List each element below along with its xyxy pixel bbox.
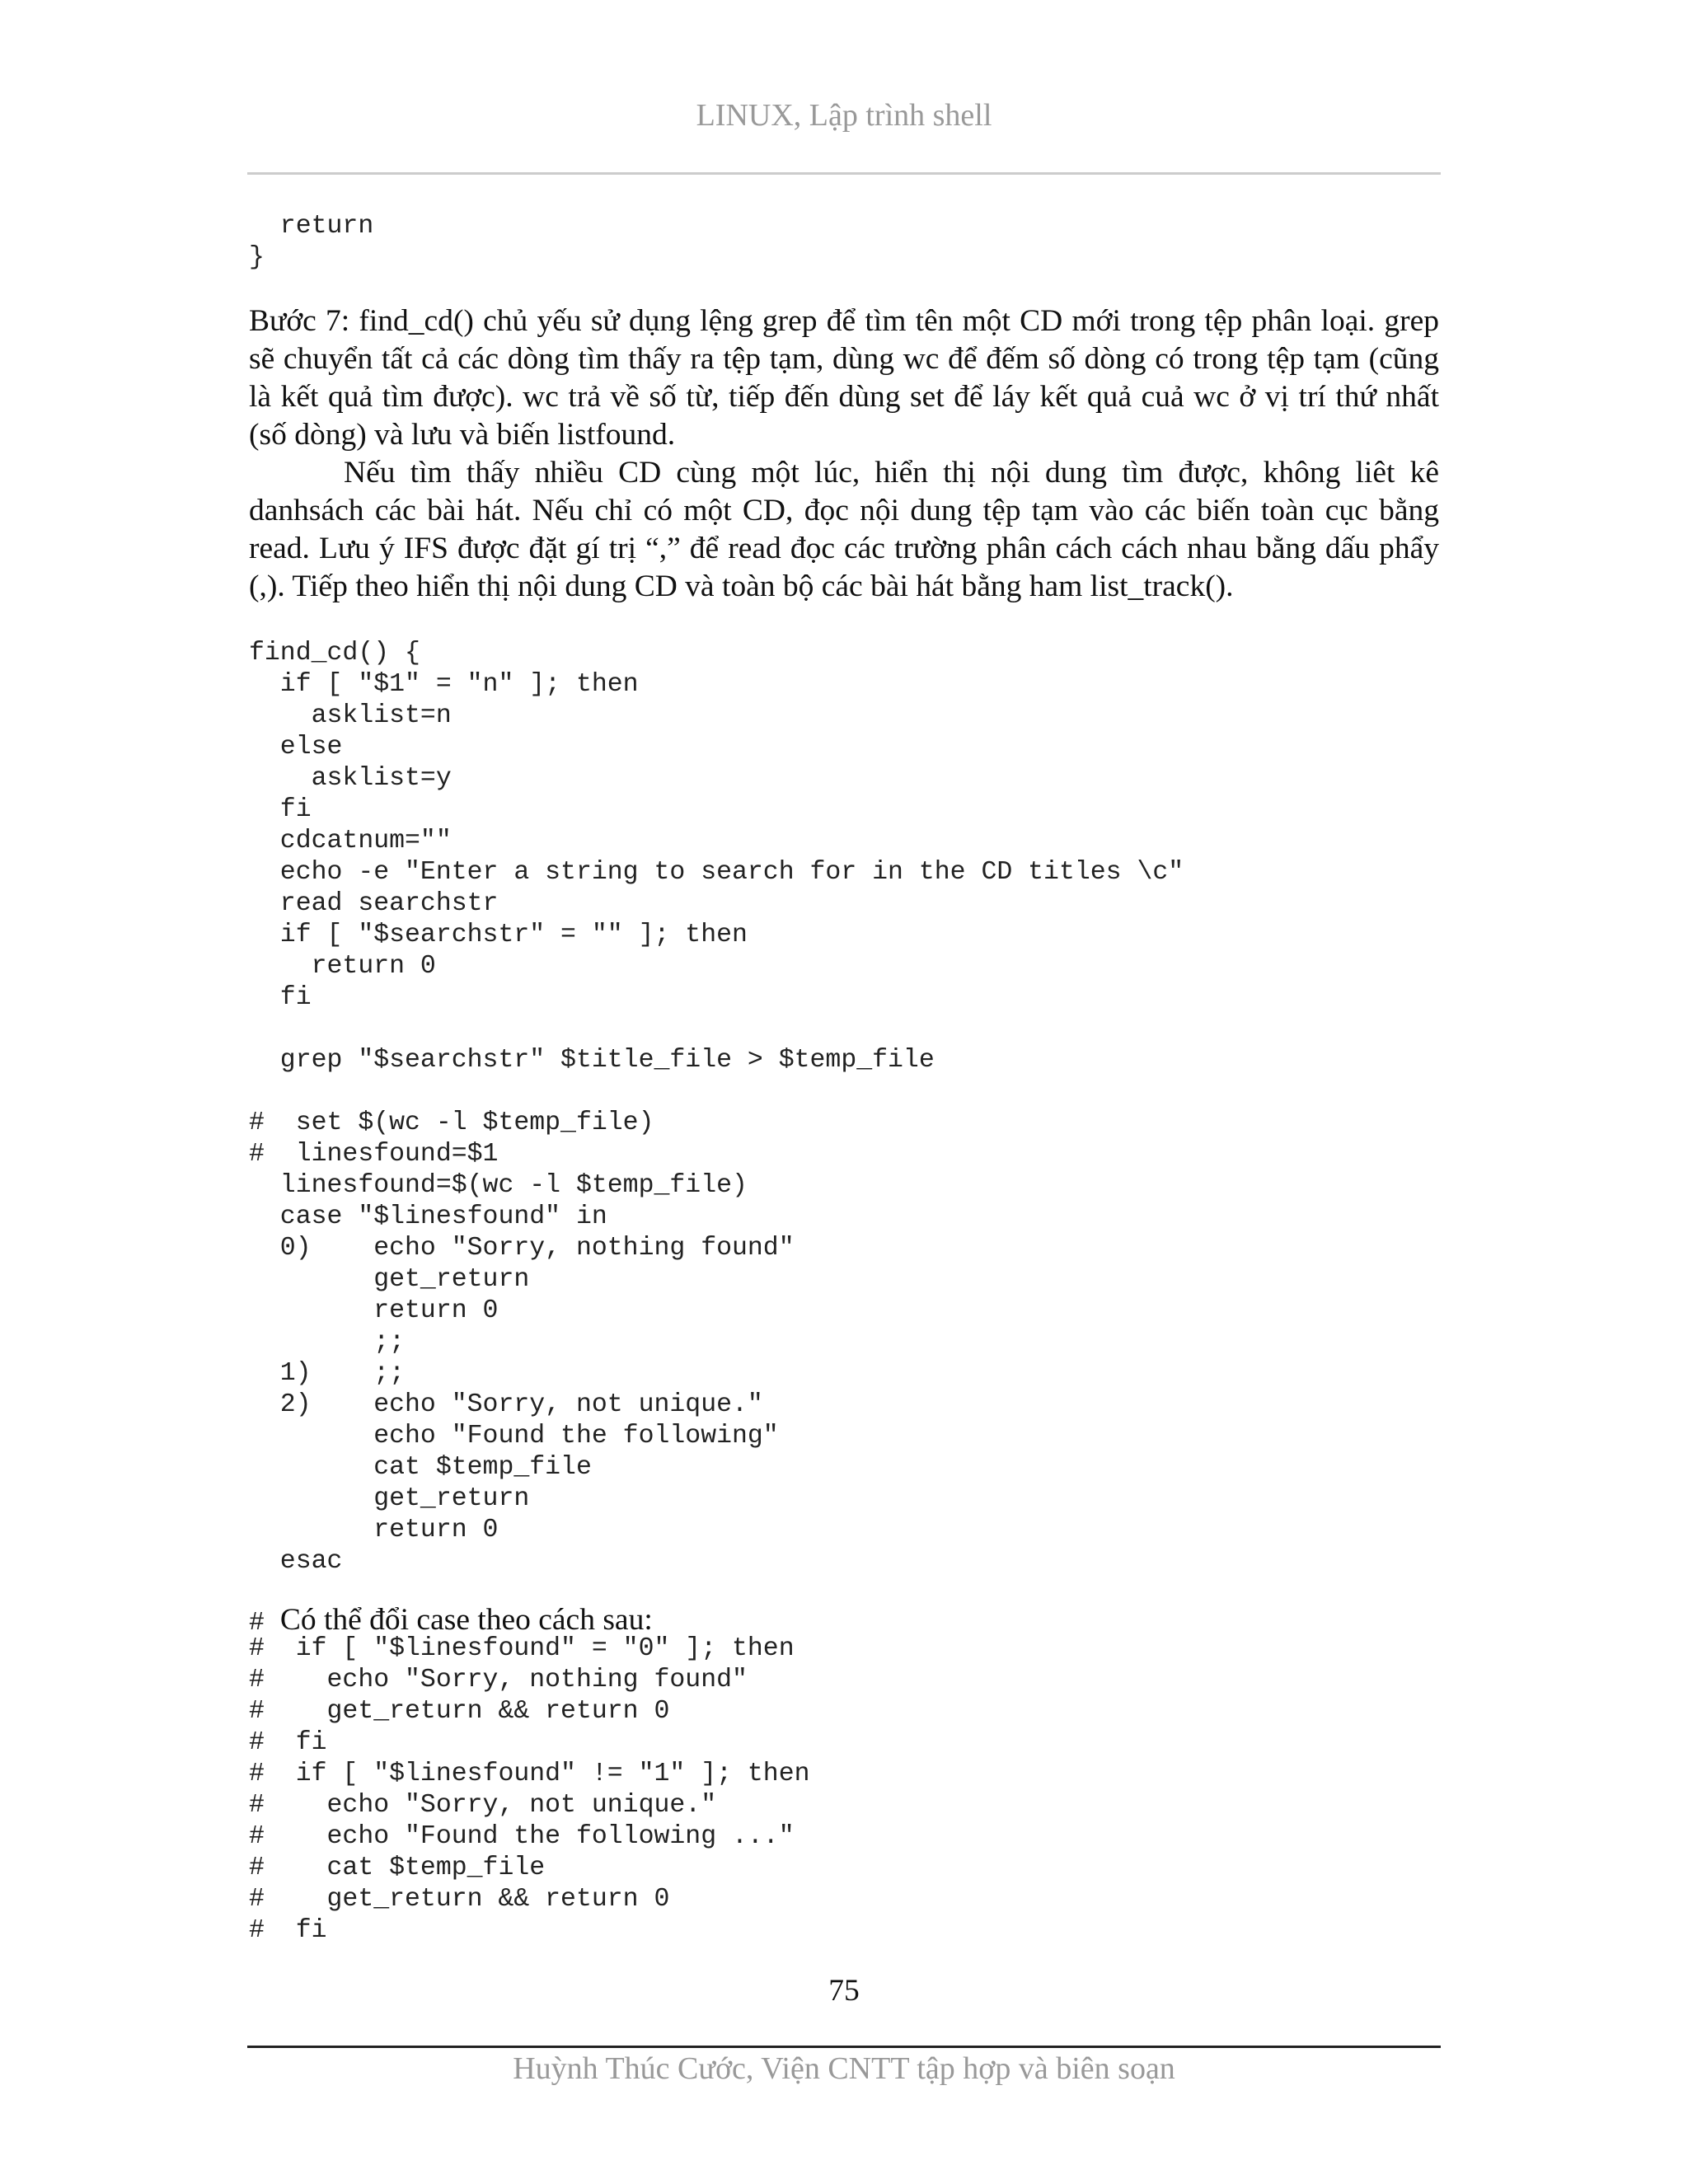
alt-case-heading-text: Có thể đổi case theo cách sau: [279, 1603, 653, 1637]
page-footer: Huỳnh Thúc Cước, Viện CNTT tập hợp và biên soạn [513, 2051, 1175, 2086]
alt-case-section [249, 1602, 1439, 1947]
step7-paragraph-2: Nếu tìm thấy nhiều CD cùng một lúc, hiển thị nội dung tìm được, không liêt kê danhsách các bài hát. Nếu chỉ có một CD, đọc nội dung tệp tạm vào các biến toàn cục bằng read. Lưu ý IFS được đặt gí trị “,” để read đọc các trường phân cách cách nhau bằng dấu phẩy (,). Tiếp theo hiển thị nội dung CD và toàn bộ các bài hát bằng ham list_track(). [249, 456, 1439, 603]
code-block-find-cd: find_cd() { if [ "$1" = "n" ]; then asklist=n else asklist=y fi cdcatnum="" echo -e "Enter a string to search for in the CD titles \c" read searchstr if [ "$searchstr" = "" ]; then return 0 fi grep "$searchstr" $title_file > $temp_file # set $(wc -l $temp_file) # linesfound=$1 linesfound=$(wc -l $temp_file) case "$linesfound" in 0) echo "Sorry, nothing found" get_return return 0 ;; 1) ;; 2) echo "Sorry, not unique." echo "Found the following" cat $temp_file get_return return 0 esac [249, 639, 1184, 1576]
code-block-return: return } [249, 212, 374, 272]
page-number: 75 [828, 1974, 860, 2008]
alt-case-heading [249, 1602, 1439, 1638]
page-header: LINUX, Lập trình shell [696, 98, 992, 133]
code-block-alt-case: # if [ "$linesfound" = "0" ]; then # echo "Sorry, nothing found" # get_return && return 0 # fi # if [ "$linesfound" != "1" ]; then # echo "Sorry, not unique." # echo "Found the following ..." # cat $temp_file # get_return && return 0 # fi [249, 1634, 810, 1945]
step7-text [249, 302, 1439, 606]
header-divider [247, 172, 1441, 175]
comment-hash: # [249, 1609, 280, 1638]
step7-paragraph-1: Bước 7: find_cd() chủ yếu sử dụng lệng grep để tìm tên một CD mới trong tệp phân loại. grep sẽ chuyển tất cả các dòng tìm thấy ra tệp tạm, dùng wc để đếm số dòng có trong tệp tạm (cũng là kết quả tìm được). wc trả về số từ, tiếp đến dùng set để láy kết quả cuả wc ở vị trí thứ nhất (số dòng) và lưu và biến listfound. [249, 304, 1439, 452]
footer-divider [247, 2046, 1441, 2048]
